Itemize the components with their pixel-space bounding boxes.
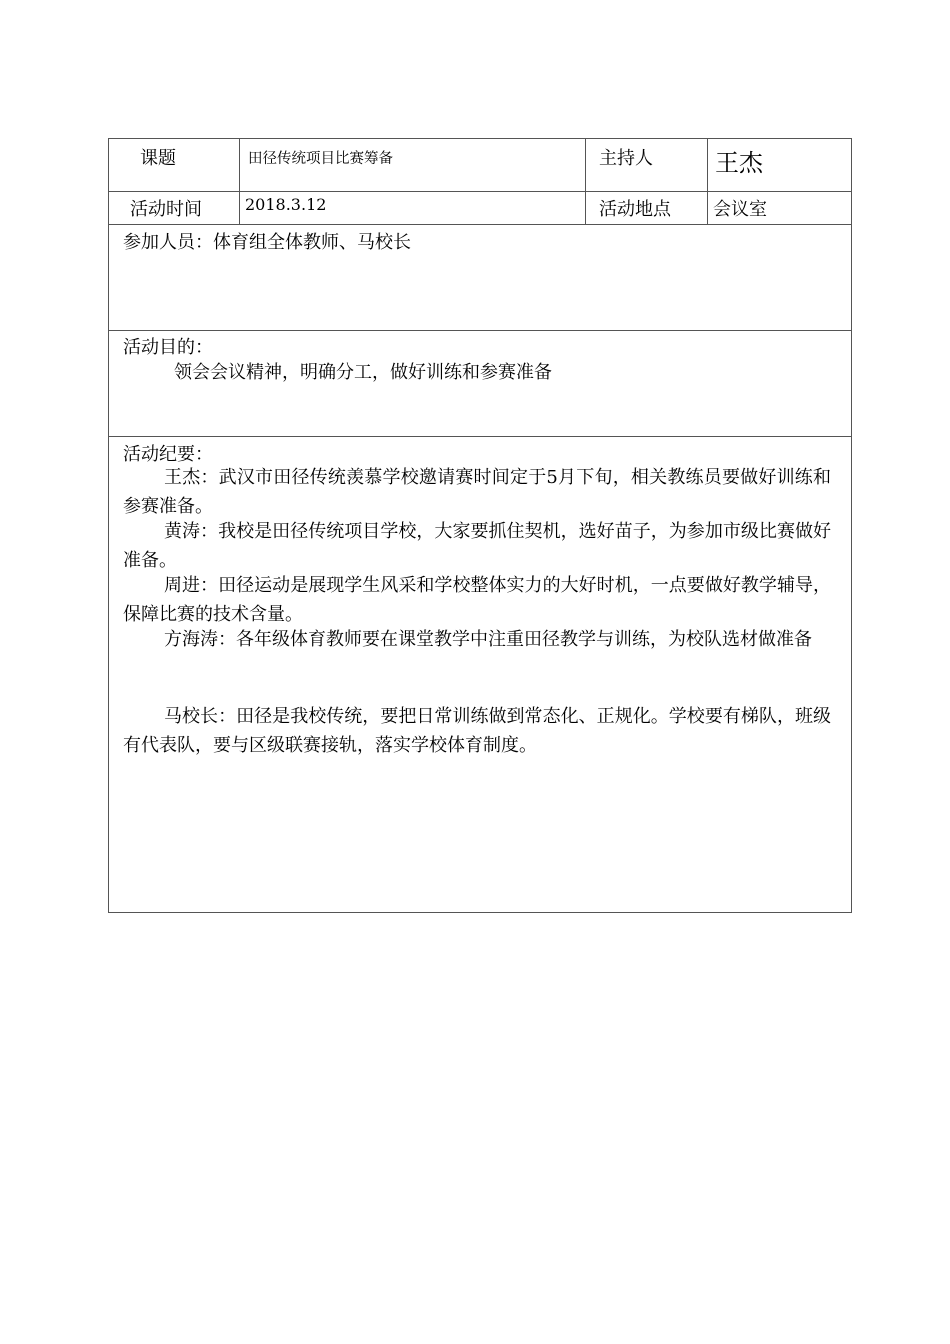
minutes-entry: 方海涛：各年级体育教师要在课堂教学中注重田径教学与训练，为校队选材做准备 [164,629,812,650]
purpose-text: 领会会议精神，明确分工，做好训练和参赛准备 [174,362,552,383]
topic-label-cell [109,139,240,191]
time-label-cell [109,191,240,224]
host-value-cell [708,139,851,191]
place-label-cell [586,191,708,224]
time-value-cell [240,191,586,224]
time-label: 活动时间 [130,199,202,220]
place-label: 活动地点 [599,199,671,220]
place-value: 会议室 [713,199,767,220]
minutes-entry: 周进：田径运动是展现学生风采和学校整体实力的大好时机，一点要做好教学辅导，保障比赛的技术含量。 [123,575,831,625]
activity-record-table [108,138,852,913]
topic-value-cell [240,139,586,191]
participants-text: 参加人员：体育组全体教师、马校长 [123,232,411,253]
purpose-label: 活动目的： [123,337,213,358]
header-row-1 [109,139,851,192]
topic-label: 课题 [140,148,176,169]
purpose-section [109,331,851,437]
minutes-entry: 王杰：武汉市田径传统羡慕学校邀请赛时间定于5月下旬，相关教练员要做好训练和参赛准备。 [123,467,831,517]
place-value-cell [708,191,851,224]
minutes-entry: 黄涛：我校是田径传统项目学校，大家要抓住契机，选好苗子，为参加市级比赛做好准备。 [123,521,831,571]
time-value: 2018.3.12 [245,195,327,214]
header-row-2 [109,191,851,225]
minutes-section [109,437,851,912]
host-value: 王杰 [715,149,763,177]
minutes-entry: 马校长：田径是我校传统，要把日常训练做到常态化、正规化。学校要有梯队，班级有代表队，要与区级联赛接轨，落实学校体育制度。 [123,706,831,756]
minutes-label: 活动纪要： [123,444,213,465]
participants-section [109,224,851,331]
topic-value: 田径传统项目比赛筹备 [248,151,393,167]
host-label-cell [586,139,708,191]
host-label: 主持人 [599,148,653,169]
